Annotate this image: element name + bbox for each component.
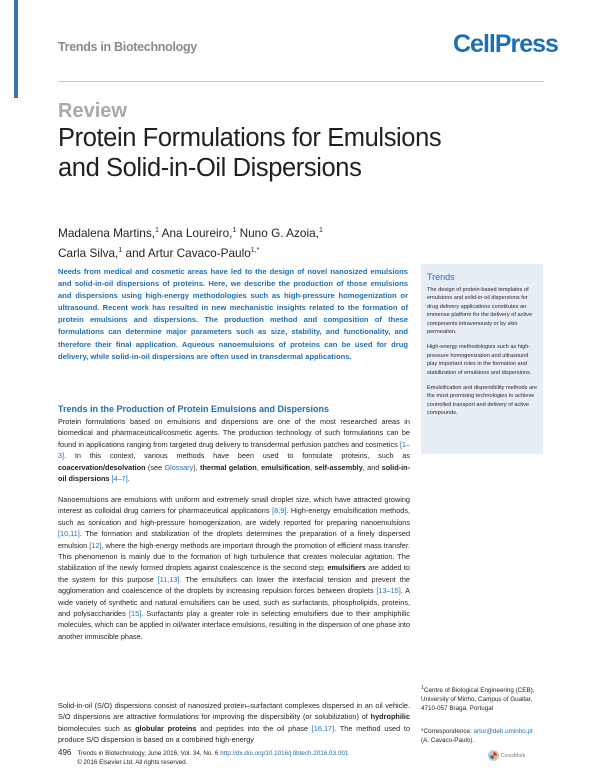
author[interactable]: Carla Silva,	[58, 245, 119, 260]
affiliation: $^1$Centre of Biological Engineering (CEB), University of Minho, Campus of Gualtar, 4710-057 Braga, Portugal	[421, 685, 535, 712]
article-type: Review	[58, 100, 127, 122]
header-divider	[58, 81, 544, 82]
section-heading: Trends in the Production of Protein Emulsions and Dispersions	[58, 404, 330, 414]
author[interactable]: Madalena Martins,	[58, 225, 156, 240]
citation-link[interactable]: [16,17]	[311, 723, 335, 733]
trends-item: High-energy methodologies such as high-pressure homogenization and ultrasound play important roles in the formation and stabilization of emulsions and dispersions.	[427, 344, 532, 376]
author-list	[58, 222, 388, 262]
citation-link[interactable]: [10,11]	[58, 529, 80, 539]
footer-citation: Trends in Biotechnology, June 2016, Vol. 34, No. 6	[77, 750, 221, 757]
email-link[interactable]: artur@deb.uminho.pt	[473, 728, 533, 735]
doi-link[interactable]: http://dx.doi.org/10.1016/j.tibtech.2016.03.001	[220, 750, 349, 757]
abstract: Needs from medical and cosmetic areas have led to the design of novel nanosized emulsions and solid-in-oil dispersions of proteins. Here, we describe the production of those emulsions and dispersions using high-energy methodologies such as high-pressure homogenization or ultrasound. Recent work has resulted in new mechanistic insights related to the formation of protein emulsions and dispersions. The production method and composition of these formulations can determine major parameters such as size, stability, and functionality, and therefore their final application. Aqueous nanoemulsions of proteins can be used for drug delivery, while solid-in-oil dispersions are often used in transdermal applications.	[58, 267, 408, 361]
glossary-link[interactable]: Glossary	[164, 462, 194, 472]
author-sup: 1	[232, 227, 237, 234]
journal-name: Trends in Biotechnology	[58, 40, 197, 54]
citation-link[interactable]: [1–3]	[58, 439, 410, 461]
trends-heading: Trends	[427, 272, 455, 282]
author-sup: 1	[118, 246, 123, 254]
author-sup: 1	[155, 227, 159, 234]
citation-link[interactable]: [8,9]	[272, 506, 287, 516]
citation-link[interactable]: [12]	[89, 540, 102, 550]
author-sup: 1,*	[250, 246, 260, 254]
citation-link[interactable]: [4–7]	[111, 474, 128, 484]
author[interactable]: Ana Loureiro,	[158, 225, 233, 240]
publisher-logo[interactable]: CellPress	[453, 30, 558, 58]
paragraph-1: Protein formulations based on emulsions and dispersions are one of the most researched areas in biomedical and pharmaceutical/cosmetic agents. The production technology of such formulations can be found in applications ranging from targeted drug delivery to transdermal perfusion patches and cosmetics [1–3]. In this context, various methods have been used to formulate proteins, such as coacervation/desolvation (see Glossary), thermal gelation, emulsification, self-assembly, and solid-in-oil dispersions [4–7].	[58, 417, 411, 484]
trends-item: The design of protein-based templates of emulsions and solid-in-oil dispersions for drug delivery applications constitutes an immense platform for the delivery of active components intravenously or by skin permeation.	[427, 287, 533, 336]
trends-item: Emulsification and dispersibility methods are the most promising technologies to achieve controlled transport and delivery of active compounds.	[427, 385, 538, 417]
citation-link[interactable]: [15]	[128, 609, 142, 619]
crossmark-badge[interactable]: CrossMark	[488, 749, 544, 763]
author[interactable]: Nuno G. Azoia,	[236, 225, 319, 240]
paragraph-3: Solid-in-oil (S/O) dispersions consist of nanosized protein–surfactant complexes dispersed in an oil vehicle. S/O dispersions are attractive formulations for improving the dispersibility (or solubilization) of hydrophilic biomolecules such as globular proteins and peptides into the oil phase [16,17]. The method used to produce S/O dispersion is based on a combined high-energy	[58, 701, 411, 745]
author[interactable]: and Artur Cavaco-Paulo	[122, 245, 251, 260]
article-title: Protein Formulations for Emulsions and Solid-in-Oil Dispersions	[58, 124, 442, 182]
trends-list	[427, 286, 540, 425]
footer	[58, 748, 348, 767]
crossmark-icon	[488, 750, 499, 761]
citation-link[interactable]: [11,13]	[157, 574, 180, 584]
copyright: © 2016 Elsevier Ltd. All rights reserved.	[77, 759, 188, 766]
correspondence: *Correspondence: artur@deb.uminho.pt (A. Cavaco-Paulo).	[421, 728, 533, 744]
author-sup: 1	[318, 227, 323, 234]
edge-bar	[14, 0, 18, 98]
paragraph-2: Nanoemulsions are emulsions with uniform and extremely small droplet size, which have attracted growing interest as colloidal drug carriers for pharmaceutical applications [8,9]. High-energy emulsification methods, such as sonication and high-pressure homogenization, are widely reported for preparing nanoemulsions [10,11]. The formation and stabilization of the droplets determines the preparation of a finely dispersed emulsion [12], where the high-energy methods are important through the promotion of efficient mass transfer. This phenomenon is mainly due to the formation of high turbulence that creates molecular agitation. The stabilization of the newly formed droplets against coalescence is the second step; emulsifiers are added to the system for this purpose [11,13]. The emulsifiers can lower the interfacial tension and prevent the agglomeration and coalescence of the droplets by increasing repulsion forces between droplets [13–15]. A wide variety of synthetic and natural emulsifiers can be used, such as surfactants, phospholipids, proteins, and polysaccharides [15]. Surfactants play a greater role in selecting emulsifiers due to their amphiphilic molecules, which can be applied in oil/water interface emulsions, resulting in the dispersion of one phase into another immiscible phase.	[58, 495, 411, 641]
page-number: 496	[58, 748, 72, 757]
citation-link[interactable]: [13–15]	[376, 586, 401, 596]
